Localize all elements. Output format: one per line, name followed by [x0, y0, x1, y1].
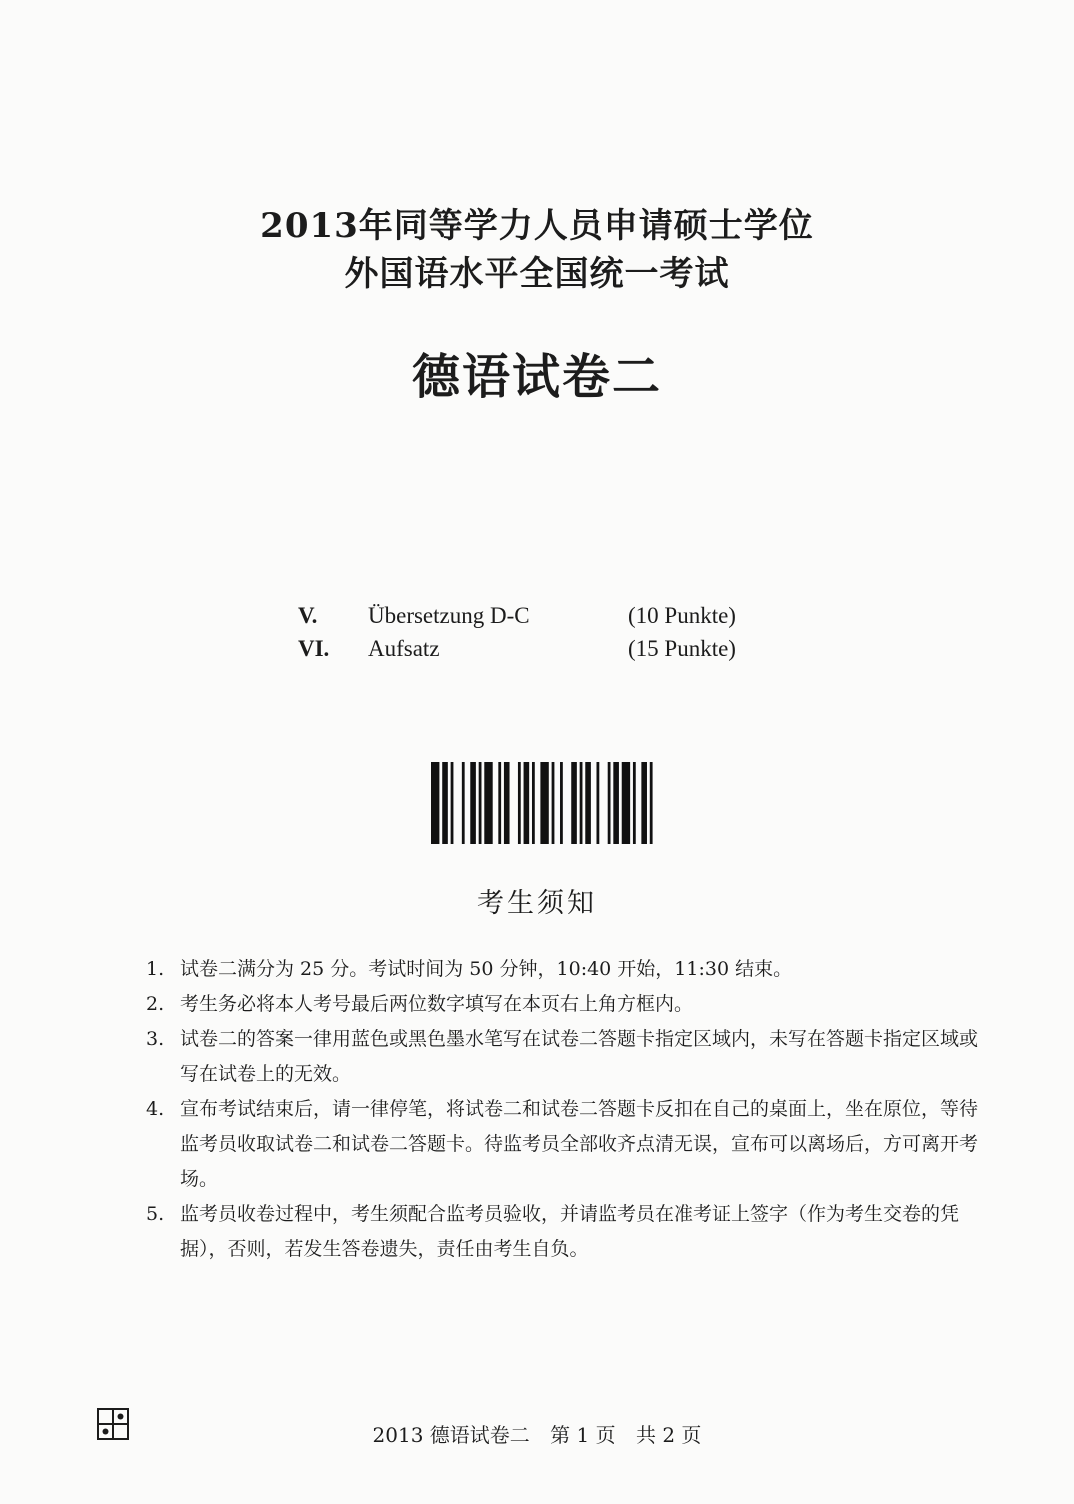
notice-text: 监考员收卷过程中，考生须配合监考员验收，并请监考员在准考证上签字（作为考生交卷的凭据），否则，若发生答卷遗失，责任由考生自负。 — [180, 1203, 960, 1260]
section-name: Aufsatz — [368, 636, 440, 661]
notice-item — [146, 1092, 986, 1197]
notice-item — [146, 952, 986, 987]
notice-item — [146, 1197, 986, 1267]
barcode — [431, 762, 661, 844]
page-footer — [0, 1419, 1074, 1448]
notice-list — [146, 952, 986, 1267]
notice-number: 5. — [146, 1203, 165, 1225]
notice-number: 3. — [146, 1028, 165, 1050]
notice-text: 宣布考试结束后，请一律停笔，将试卷二和试卷二答题卡反扣在自己的桌面上，坐在原位，等待监考员收取试卷二和试卷二答题卡。待监考员全部收齐点清无误，宣布可以离场后，方可离开考场。 — [180, 1098, 979, 1190]
notice-number: 4. — [146, 1098, 165, 1120]
notice-text: 考生务必将本人考号最后两位数字填写在本页右上角方框内。 — [180, 993, 694, 1015]
section-number: VI. — [298, 636, 330, 661]
notice-number: 1. — [146, 958, 165, 980]
footer-paper-label: 2013 德语试卷二 — [372, 1423, 530, 1447]
section-row — [298, 603, 768, 636]
notice-title: 考生须知 — [477, 888, 597, 919]
notice-text: 试卷二的答案一律用蓝色或黑色墨水笔写在试卷二答题卡指定区域内，未写在答题卡指定区域或写在试卷上的无效。 — [180, 1028, 979, 1085]
notice-item — [146, 987, 986, 1022]
section-number: V. — [298, 603, 318, 628]
notice-number: 2. — [146, 993, 165, 1015]
notice-text: 试卷二满分为 25 分。考试时间为 50 分钟，10:40 开始，11:30 结束。 — [180, 958, 793, 980]
paper-title: 德语试卷二 — [411, 349, 662, 405]
exam-title-line-2: 外国语水平全国统一考试 — [344, 254, 730, 294]
section-row — [298, 636, 768, 669]
exam-title-line-1: 2013年同等学力人员申请硕士学位 — [260, 206, 814, 246]
footer-page-number: 第 1 页 — [550, 1423, 616, 1447]
section-points: (10 Punkte) — [628, 603, 736, 628]
footer-total-pages: 共 2 页 — [635, 1423, 702, 1447]
section-name: Übersetzung D-C — [368, 603, 530, 628]
notice-item — [146, 1022, 986, 1092]
section-points: (15 Punkte) — [628, 636, 736, 661]
section-list — [298, 603, 768, 669]
